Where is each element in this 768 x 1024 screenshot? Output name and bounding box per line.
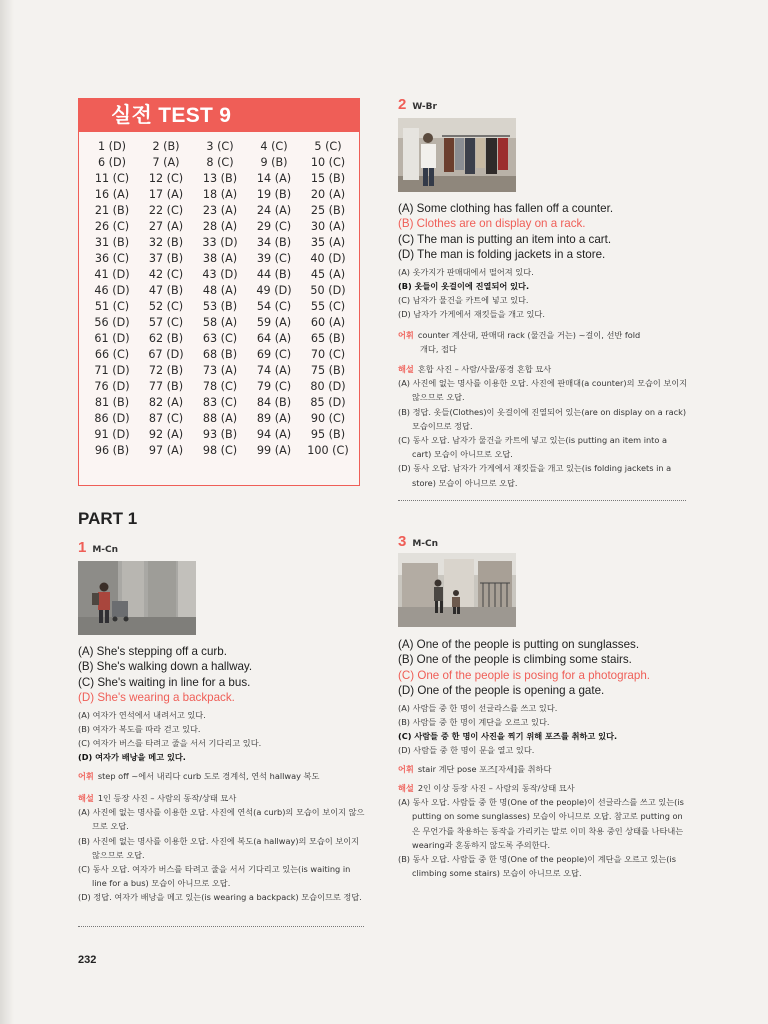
answer-key-entry: 67 (D) [148, 348, 184, 361]
answer-key-entry: 30 (A) [310, 220, 346, 233]
answer-key-entry: 78 (C) [202, 380, 238, 393]
answer-key-entry: 54 (C) [256, 300, 292, 313]
answer-key-entry: 1 (D) [97, 140, 127, 153]
answer-key-entry: 62 (B) [148, 332, 184, 345]
answer-key-entry: 75 (B) [310, 364, 346, 377]
answer-key-entry: 39 (C) [256, 252, 292, 265]
answer-key-entry: 19 (B) [256, 188, 292, 201]
answer-key-entry: 73 (A) [202, 364, 238, 377]
q1-number: 1 [78, 539, 87, 556]
q1-photo [78, 561, 196, 635]
q1-divider [78, 926, 364, 927]
q3-translation-b: (B) 사람들 중 한 명이 계단을 오르고 있다. [398, 717, 550, 727]
q2-options [398, 201, 613, 262]
answer-key-entry: 81 (B) [94, 396, 130, 409]
q2-option-c: (C) The man is putting an item into a cart. [398, 232, 612, 246]
answer-key-entry: 98 (C) [202, 444, 238, 457]
answer-key-entry: 47 (B) [148, 284, 184, 297]
q3-vocab-text: stair 계단 pose 포즈[자세]를 취하다 [417, 764, 552, 774]
q2-translation-d: (D) 남자가 가게에서 재킷들을 개고 있다. [398, 309, 545, 319]
answer-key-grid [85, 139, 359, 459]
answer-key-entry: 8 (C) [206, 156, 234, 169]
q3-option-b: (B) One of the people is climbing some stairs. [398, 653, 632, 667]
answer-key-entry: 72 (B) [148, 364, 184, 377]
answer-key-entry: 12 (C) [148, 172, 184, 185]
answer-key-entry: 88 (A) [202, 412, 238, 425]
q2-explanation [398, 362, 688, 490]
q1-expl-label: 해설 [78, 793, 94, 803]
answer-key-entry: 32 (B) [148, 236, 184, 249]
answer-key-entry: 38 (A) [202, 252, 238, 265]
answer-key-entry: 20 (A) [310, 188, 346, 201]
answer-key-entry: 71 (D) [94, 364, 130, 377]
answer-key-entry: 83 (C) [202, 396, 238, 409]
answer-key-entry: 58 (A) [202, 316, 238, 329]
answer-key-entry: 21 (B) [94, 204, 130, 217]
q1-translation-d: (D) 여자가 배낭을 메고 있다. [78, 752, 186, 762]
q1-header [78, 539, 118, 556]
q2-translation-a: (A) 옷가지가 판매대에서 떨어져 있다. [398, 267, 534, 277]
q2-divider [398, 500, 686, 501]
q3-vocab [398, 762, 688, 776]
q2-header [398, 96, 437, 113]
q1-options [78, 644, 252, 705]
answer-key-entry: 34 (B) [256, 236, 292, 249]
q2-vocab-label: 어휘 [398, 330, 414, 340]
answer-key-entry: 5 (C) [314, 140, 342, 153]
answer-key-entry: 2 (B) [152, 140, 180, 153]
q3-header [398, 533, 438, 550]
q3-expl-a: (A) 동사 오답. 사람들 중 한 명(One of the people)이 선글라스를 쓰고 있는(is putting on some sunglasses) 모습이 아니므로 오답. 참고로 putting on은 무언가를 착용하는 동작을 가리키는 말로 이미 착용 중인 상태를 나타내는 wearing과 혼동하지 않도록 주의한다. [398, 797, 684, 850]
answer-key-entry: 48 (A) [202, 284, 238, 297]
q1-photo-woman-backpack [78, 561, 196, 635]
answer-key-entry: 28 (A) [202, 220, 238, 233]
answer-key-box [78, 98, 360, 486]
q3-translation-d: (D) 사람들 중 한 명이 문을 열고 있다. [398, 745, 535, 755]
q1-translation-c: (C) 여자가 버스를 타려고 줄을 서서 기다리고 있다. [78, 738, 262, 748]
answer-key-entry: 40 (D) [310, 252, 346, 265]
answer-key-entry: 18 (A) [202, 188, 238, 201]
q2-expl-label: 해설 [398, 364, 414, 374]
answer-key-entry: 79 (C) [256, 380, 292, 393]
answer-key-entry: 35 (A) [310, 236, 346, 249]
q2-option-d: (D) The man is folding jackets in a store. [398, 247, 606, 261]
q2-speaker: W-Br [412, 102, 437, 112]
answer-key-entry: 33 (D) [202, 236, 238, 249]
q2-expl-b: (B) 정답. 옷들(Clothes)이 옷걸이에 진열되어 있는(are on display on a rack) 모습이므로 정답. [398, 406, 687, 431]
answer-key-entry: 27 (A) [148, 220, 184, 233]
q1-expl-c: (C) 동사 오답. 여자가 버스를 타려고 줄을 서서 기다리고 있는(is waiting in line for a bus) 모습이 아니므로 오답. [78, 864, 351, 889]
answer-key-entry: 89 (A) [256, 412, 292, 425]
q1-explanation [78, 791, 366, 905]
answer-key-entry: 95 (B) [310, 428, 346, 441]
answer-key-entry: 85 (D) [310, 396, 346, 409]
q3-option-c: (C) One of the people is posing for a photograph. [398, 668, 650, 682]
answer-key-entry: 66 (C) [94, 348, 130, 361]
answer-key-entry: 51 (C) [94, 300, 130, 313]
answer-key-entry: 6 (D) [97, 156, 127, 169]
answer-key-entry: 17 (A) [148, 188, 184, 201]
answer-key-entry: 55 (C) [310, 300, 346, 313]
answer-key-entry: 45 (A) [310, 268, 346, 281]
answer-key-entry: 43 (D) [202, 268, 238, 281]
q3-translation-c: (C) 사람들 중 한 명이 사진을 찍기 위해 포즈를 취하고 있다. [398, 731, 618, 741]
answer-key-entry: 24 (A) [256, 204, 292, 217]
q1-expl-title: 1인 등장 사진 – 사람의 동작/상태 묘사 [97, 793, 237, 803]
answer-key-entry: 64 (A) [256, 332, 292, 345]
answer-key-entry: 82 (A) [148, 396, 184, 409]
q1-option-d: (D) She's wearing a backpack. [78, 690, 235, 704]
answer-key-entry: 69 (C) [256, 348, 292, 361]
q2-option-a: (A) Some clothing has fallen off a counter. [398, 202, 614, 215]
answer-key-entry: 99 (A) [256, 444, 292, 457]
q1-vocab [78, 769, 368, 783]
q1-translation-b: (B) 여자가 복도를 따라 걷고 있다. [78, 724, 201, 734]
q2-photo [398, 118, 516, 192]
answer-key-entry: 52 (C) [148, 300, 184, 313]
answer-key-entry: 31 (B) [94, 236, 130, 249]
q1-option-b: (B) She's walking down a hallway. [78, 660, 253, 674]
answer-key-entry: 93 (B) [202, 428, 238, 441]
page-number: 232 [78, 954, 97, 966]
answer-key-entry: 91 (D) [94, 428, 130, 441]
q3-number: 3 [398, 533, 407, 550]
answer-key-entry: 59 (A) [256, 316, 292, 329]
answer-key-entry: 10 (C) [310, 156, 346, 169]
answer-key-entry: 25 (B) [310, 204, 346, 217]
answer-key-entry: 3 (C) [206, 140, 234, 153]
answer-key-entry: 44 (B) [256, 268, 292, 281]
answer-key-entry: 9 (B) [260, 156, 288, 169]
q3-expl-title: 2인 이상 등장 사진 – 사람의 동작/상태 묘사 [417, 783, 575, 793]
answer-key-entry: 23 (A) [202, 204, 238, 217]
answer-key-entry: 15 (B) [310, 172, 346, 185]
answer-key-entry: 14 (A) [256, 172, 292, 185]
answer-key-entry: 26 (C) [94, 220, 130, 233]
q3-photo-people-gate [398, 553, 516, 627]
q1-translations [78, 708, 261, 764]
part-title: PART 1 [78, 509, 138, 528]
answer-key-entry: 96 (B) [94, 444, 130, 457]
answer-key-entry: 36 (C) [94, 252, 130, 265]
answer-key-entry: 86 (D) [94, 412, 130, 425]
answer-key-entry: 100 (C) [307, 444, 349, 457]
q2-vocab-line2: 개다, 접다 [420, 344, 457, 354]
answer-key-entry: 46 (D) [94, 284, 130, 297]
q3-translations [398, 701, 617, 757]
q3-option-a: (A) One of the people is putting on sunglasses. [398, 638, 640, 651]
page-binding-edge [0, 0, 14, 1024]
q2-translation-c: (C) 남자가 물건을 카트에 넣고 있다. [398, 295, 529, 305]
answer-key-entry: 37 (B) [148, 252, 184, 265]
answer-key-entry: 4 (C) [260, 140, 288, 153]
answer-key-entry: 92 (A) [148, 428, 184, 441]
q3-translation-a: (A) 사람들 중 한 명이 선글라스를 쓰고 있다. [398, 703, 558, 713]
answer-key-entry: 97 (A) [148, 444, 184, 457]
q2-translations [398, 265, 545, 321]
q1-expl-a: (A) 사진에 없는 명사를 이용한 오답. 사진에 연석(a curb)의 모습이 보이지 않으므로 오답. [78, 807, 365, 832]
q3-vocab-label: 어휘 [398, 764, 414, 774]
answer-key-entry: 22 (C) [148, 204, 184, 217]
answer-key-entry: 80 (D) [310, 380, 346, 393]
q2-number: 2 [398, 96, 407, 113]
q3-photo [398, 553, 516, 627]
answer-key-entry: 77 (B) [148, 380, 184, 393]
q3-expl-b: (B) 동사 오답. 사람들 중 한 명(One of the people)이 계단을 오르고 있는(is climbing some stairs) 모습이 아니므로 오답. [398, 854, 676, 879]
q1-expl-d: (D) 정답. 여자가 배낭을 메고 있는(is wearing a backpack) 모습이므로 정답. [78, 892, 362, 903]
answer-key-entry: 11 (C) [94, 172, 130, 185]
answer-key-title: 실전 TEST 9 [79, 99, 359, 132]
q1-translation-a: (A) 여자가 연석에서 내려서고 있다. [78, 710, 206, 720]
answer-key-entry: 41 (D) [94, 268, 130, 281]
answer-key-entry: 74 (A) [256, 364, 292, 377]
answer-key-entry: 84 (B) [256, 396, 292, 409]
answer-key-entry: 65 (B) [310, 332, 346, 345]
q3-expl-label: 해설 [398, 783, 414, 793]
answer-key-entry: 94 (A) [256, 428, 292, 441]
answer-key-entry: 49 (D) [256, 284, 292, 297]
answer-key-entry: 87 (C) [148, 412, 184, 425]
answer-key-entry: 90 (C) [310, 412, 346, 425]
q1-speaker: M-Cn [92, 545, 119, 555]
answer-key-entry: 68 (B) [202, 348, 238, 361]
answer-key-entry: 56 (D) [94, 316, 130, 329]
q2-translation-b: (B) 옷들이 옷걸이에 진열되어 있다. [398, 281, 530, 291]
answer-key-entry: 42 (C) [148, 268, 184, 281]
answer-key-entry: 29 (C) [256, 220, 292, 233]
q1-expl-b: (B) 사진에 없는 명사를 이용한 오답. 사진에 복도(a hallway)의 모습이 보이지 않으므로 오답. [78, 835, 360, 860]
q1-option-a: (A) She's stepping off a curb. [78, 645, 227, 658]
answer-key-entry: 76 (D) [94, 380, 130, 393]
q2-expl-a: (A) 사진에 없는 명사를 이용한 오답. 사진에 판매대(a counter)의 모습이 보이지 않으므로 오답. [398, 378, 688, 403]
answer-key-entry: 53 (B) [202, 300, 238, 313]
answer-key-entry: 60 (A) [310, 316, 346, 329]
q1-vocab-text: step off ~에서 내리다 curb 도로 경계석, 연석 hallway 복도 [97, 771, 320, 781]
answer-key-entry: 63 (C) [202, 332, 238, 345]
answer-key-entry: 57 (C) [148, 316, 184, 329]
answer-key-entry: 7 (A) [152, 156, 180, 169]
answer-key-entry: 70 (C) [310, 348, 346, 361]
q2-vocab [398, 328, 688, 356]
q3-explanation [398, 781, 690, 880]
answer-key-entry: 50 (D) [310, 284, 346, 297]
q2-expl-c: (C) 동사 오답. 남자가 물건을 카트에 넣고 있는(is putting an item into a cart) 모습이 아니므로 오답. [398, 435, 668, 460]
q2-photo-clothing-store [398, 118, 516, 192]
q3-speaker: M-Cn [412, 539, 439, 549]
q2-vocab-line1: counter 계산대, 판매대 rack (물건을 거는) ~걸이, 선반 fold [417, 330, 641, 340]
answer-key-entry: 13 (B) [202, 172, 238, 185]
q3-options [398, 637, 650, 698]
q3-option-d: (D) One of the people is opening a gate. [398, 683, 605, 697]
q1-option-c: (C) She's waiting in line for a bus. [78, 675, 251, 689]
answer-key-entry: 16 (A) [94, 188, 130, 201]
q2-option-b: (B) Clothes are on display on a rack. [398, 217, 586, 231]
q2-expl-d: (D) 동사 오답. 남자가 가게에서 재킷들을 개고 있는(is folding jackets in a store) 모습이 아니므로 오답. [398, 463, 672, 488]
q2-expl-title: 혼합 사진 – 사람/사물/풍경 혼합 묘사 [417, 364, 552, 374]
q1-vocab-label: 어휘 [78, 771, 94, 781]
answer-key-entry: 61 (D) [94, 332, 130, 345]
